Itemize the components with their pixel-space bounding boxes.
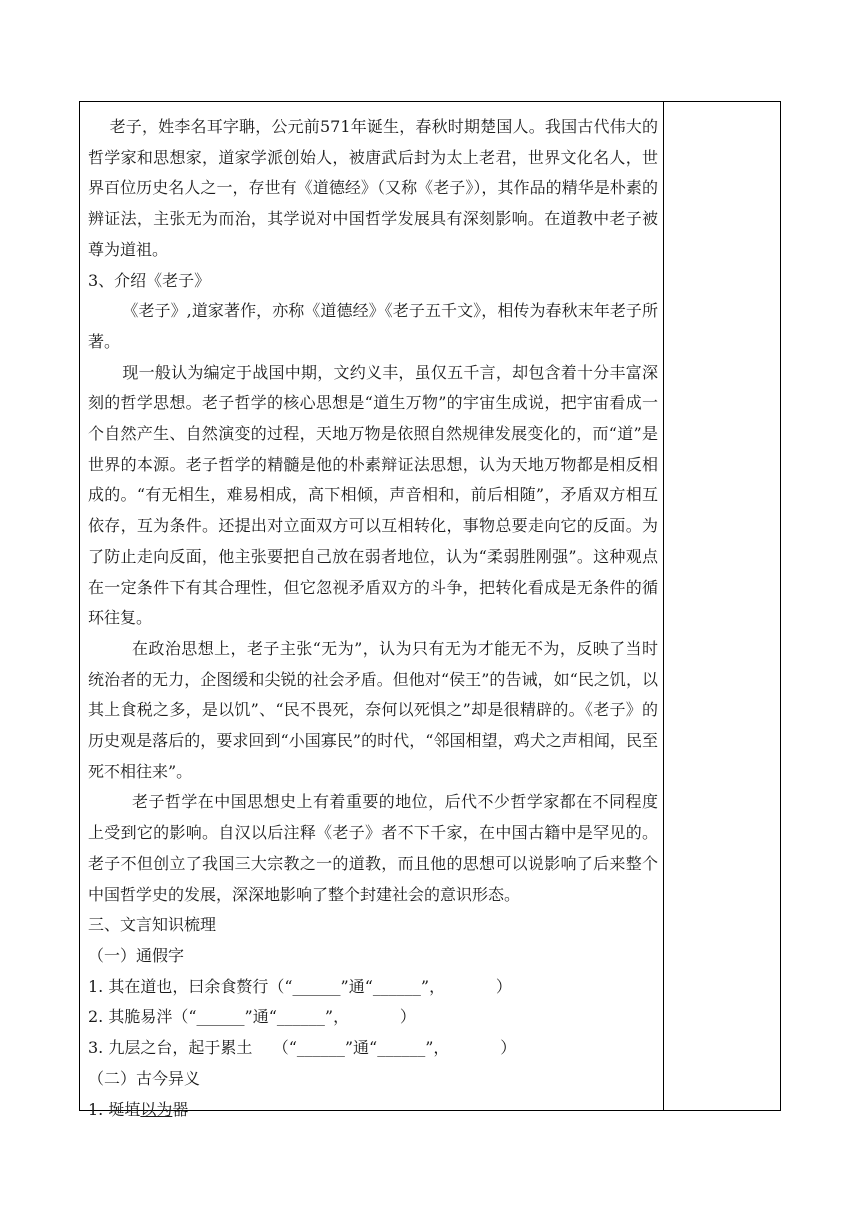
paragraph-book-4: 老子哲学在中国思想史上有着重要的地位，后代不少哲学家都在不同程度上受到它的影响。自汉以后注释《老子》者不下千家，在中国古籍中是罕见的。老子不但创立了我国三大宗教之一的道教，而且他的思想可以说影响了后来整个中国哲学史的发展，深深地影响了整个封建社会的意识形态。 bbox=[88, 792, 658, 904]
gujin-item-tail: 器 bbox=[172, 1099, 189, 1119]
underlined-term: 以为 bbox=[140, 1099, 173, 1119]
heading-gujin-yiyi: （二）古今异义 bbox=[88, 1068, 201, 1088]
paragraph-laozi-bio: 老子，姓李名耳字聃，公元前571年诞生，春秋时期楚国人。我国古代伟大的哲学家和思想家，道家学派创始人，被唐武后封为太上老君，世界文化名人，世界百位历史名人之一，存世有《道德经》（又称《老子》），其作品的精华是朴素的辨证法，主张无为而治，其学说对中国哲学发展具有深刻影响。在道教中老子被尊为道祖。 bbox=[88, 117, 658, 259]
paragraph-book-3: 在政治思想上，老子主张“无为”，认为只有无为才能无不为，反映了当时统治者的无力，企图缓和尖锐的社会矛盾。但他对“侯王”的告诫，如“民之饥，以其上食税之多，是以饥”、“民不畏死，奈何以死惧之”却是很精辟的。《老子》的历史观是落后的，要求回到“小国寡民”的时代，“邻国相望，鸡犬之声相闻，民至死不相往来”。 bbox=[88, 638, 658, 781]
heading-intro-book: 3、介绍《老子》 bbox=[88, 270, 211, 290]
heading-tongjiazi: （一）通假字 bbox=[88, 945, 185, 965]
tongjiazi-item-2: 2. 其脆易泮（“______”通“______”， ） bbox=[88, 1007, 416, 1027]
main-content-cell bbox=[88, 112, 658, 1125]
tongjiazi-item-1: 1. 其在道也，曰余食赘行（“______”通“______”， ） bbox=[88, 976, 512, 996]
side-notes-cell bbox=[664, 102, 780, 1110]
paragraph-book-1: 《老子》,道家著作，亦称《道德经》《老子五千文》，相传为春秋末年老子所著。 bbox=[88, 301, 658, 351]
tongjiazi-item-3: 3. 九层之台，起于累土 （“______”通“______”， ） bbox=[88, 1038, 517, 1058]
heading-section-3: 三、文言知识梳理 bbox=[88, 915, 217, 935]
gujin-item-text: 1. 埏埴 bbox=[88, 1099, 141, 1119]
paragraph-book-2: 现一般认为编定于战国中期，文约义丰，虽仅五千言，却包含着十分丰富深刻的哲学思想。老子哲学的核心思想是“道生万物”的宇宙生成说，把宇宙看成一个自然产生、自然演变的过程，天地万物是依照自然规律发展变化的，而“道”是世界的本源。老子哲学的精髓是他的朴素辩证法思想，认为天地万物都是相反相成的。“有无相生，难易相成，高下相倾，声音相和，前后相随”，矛盾双方相互依存，互为条件。还提出对立面双方可以互相转化，事物总要走向它的反面。为了防止走向反面，他主张要把自己放在弱者地位，认为“柔弱胜刚强”。这种观点在一定条件下有其合理性，但它忽视矛盾双方的斗争，把转化看成是无条件的循环往复。 bbox=[88, 362, 658, 628]
gujin-yiyi-item-1 bbox=[88, 1095, 658, 1126]
content-table bbox=[79, 101, 781, 1119]
